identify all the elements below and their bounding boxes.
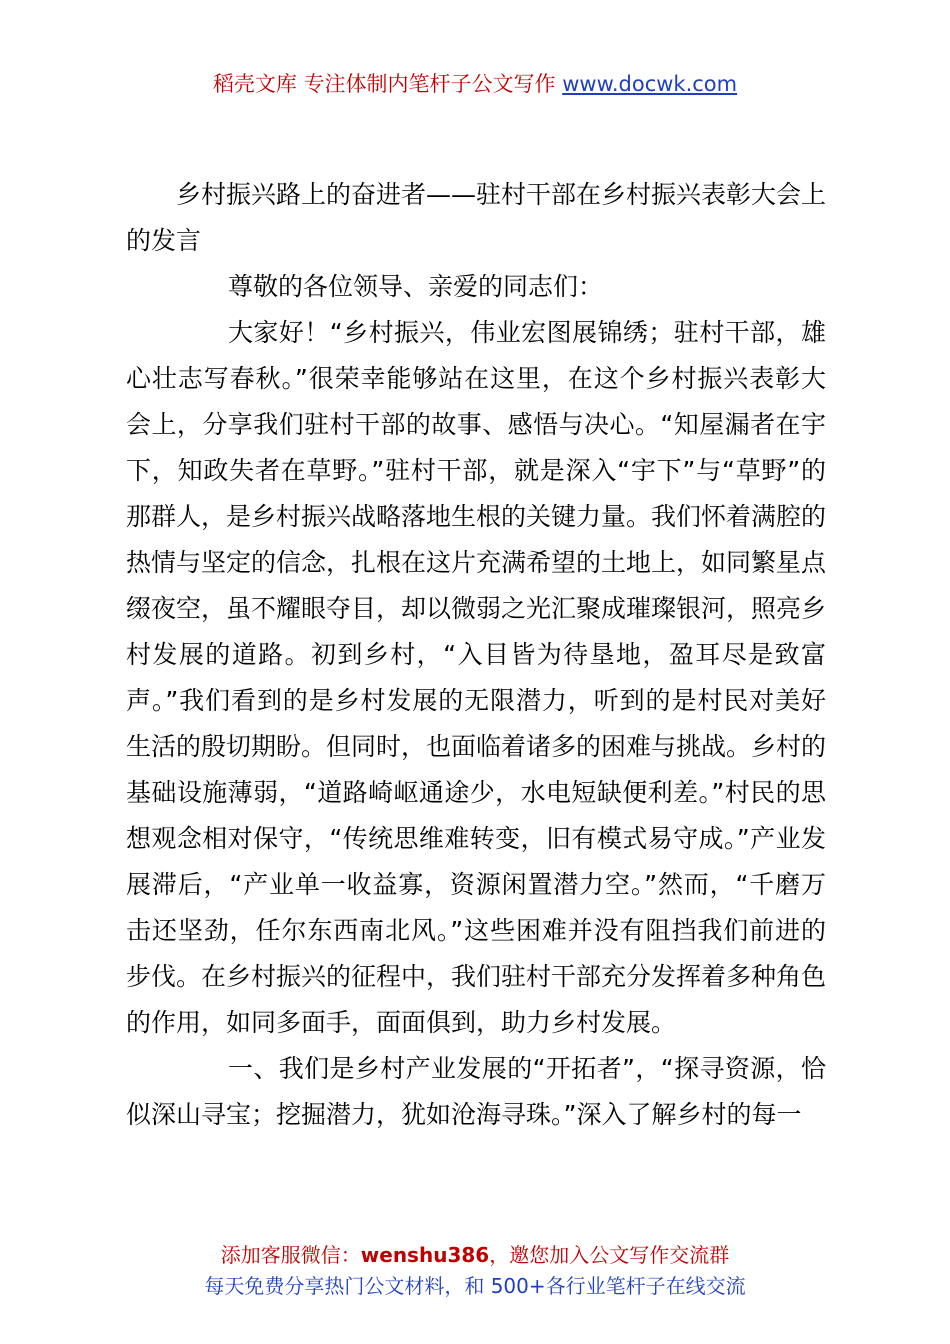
footer-promo-line: 每天免费分享热门公文材料，和 500+各行业笔杆子在线交流 [204, 1274, 746, 1298]
footer-wechat-id: wenshu386 [360, 1243, 490, 1267]
site-name: 稻壳文库 [212, 72, 297, 96]
page-footer [0, 1240, 950, 1302]
paragraph-2: 一、我们是乡村产业发展的“开拓者”，“探寻资源，恰似深山寻宝；挖掘潜力，犹如沧海寻珠。”深入了解乡村的每一 [126, 1054, 826, 1129]
site-url-link[interactable]: www.docwk.com [562, 72, 738, 96]
footer-wechat-line [0, 1240, 950, 1271]
document-title: 乡村振兴路上的奋进者——驻村干部在乡村振兴表彰大会上的发言 [126, 180, 827, 255]
document-greeting: 尊敬的各位领导、亲爱的同志们： [228, 272, 604, 301]
site-tagline: 专注体制内笔杆子公文写作 [303, 72, 556, 96]
document-body [126, 172, 826, 1138]
footer-wechat-prefix: 添加客服微信： [220, 1243, 361, 1267]
footer-wechat-suffix: ，邀您加入公文写作交流群 [489, 1243, 730, 1267]
paragraph-1: 大家好！“乡村振兴，伟业宏图展锦绣；驻村干部，雄心壮志写春秋。”很荣幸能够站在这里，在这个乡村振兴表彰大会上，分享我们驻村干部的故事、感悟与决心。“知屋漏者在宇下，知政失者在草野。”驻村干部，就是深入“宇下”与“草野”的那群人，是乡村振兴战略落地生根的关键力量。我们怀着满腔的热情与坚定的信念，扎根在这片充满希望的土地上，如同繁星点缀夜空，虽不耀眼夺目，却以微弱之光汇聚成璀璨银河，照亮乡村发展的道路。初到乡村，“入目皆为待垦地，盈耳尽是致富声。”我们看到的是乡村发展的无限潜力，听到的是村民对美好生活的殷切期盼。但同时，也面临着诸多的困难与挑战。乡村的基础设施薄弱，“道路崎岖通途少，水电短缺便利差。”村民的思想观念相对保守，“传统思维难转变，旧有模式易守成。”产业发展滞后，“产业单一收益寡，资源闲置潜力空。”然而，“千磨万击还坚劲，任尔东西南北风。”这些困难并没有阻挡我们前进的步伐。在乡村振兴的征程中，我们驻村干部充分发挥着多种角色的作用，如同多面手，面面俱到，助力乡村发展。 [126, 318, 827, 1037]
page-header [0, 68, 950, 100]
